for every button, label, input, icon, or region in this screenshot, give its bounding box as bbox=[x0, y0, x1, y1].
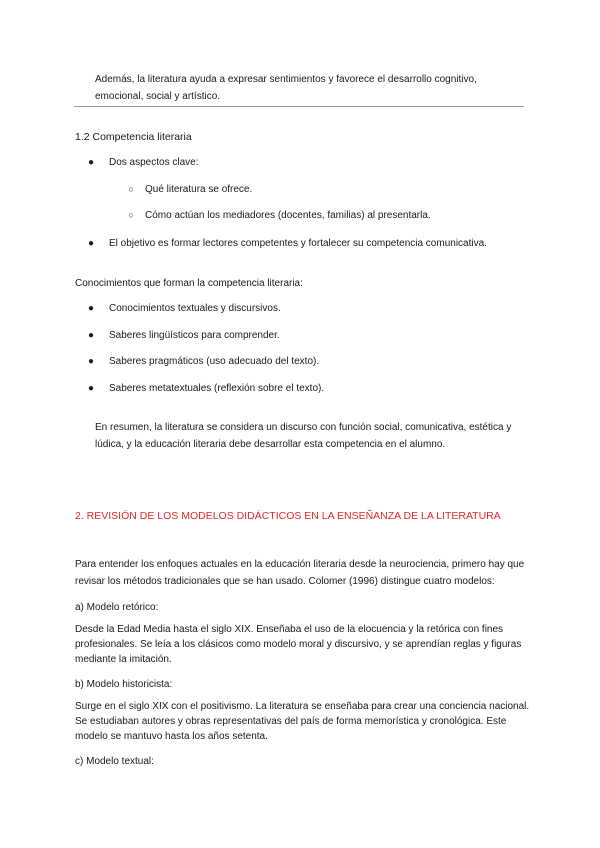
section-2-title: 2. REVISIÓN DE LOS MODELOS DIDÁCTICOS EN LA ENSEÑANZA DE LA LITERATURA bbox=[75, 510, 501, 522]
sub-list-item: Qué literatura se ofrece. bbox=[145, 184, 253, 195]
bullet-dot-icon: ● bbox=[87, 383, 95, 394]
intro-paragraph: Además, la literatura ayuda a expresar sentimientos y favorece el desarrollo cognitivo, emocional, social y artístico. bbox=[95, 74, 477, 102]
summary-paragraph: En resumen, la literatura se considera un discurso con función social, comunicativa, estética y lúdica, y la educación literaria debe desarrollar esta competencia en el alumno. bbox=[95, 422, 512, 450]
knowledge-heading: Conocimientos que forman la competencia literaria: bbox=[75, 278, 303, 289]
hollow-bullet-icon: ○ bbox=[128, 184, 134, 194]
list-item: El objetivo es formar lectores competentes y fortalecer su competencia comunicativa. bbox=[109, 238, 487, 249]
bullet-dot-icon: ● bbox=[87, 303, 95, 314]
model-heading: b) Modelo historicista: bbox=[75, 679, 173, 690]
list-item: Saberes metatextuales (reflexión sobre el texto). bbox=[109, 383, 325, 394]
model-body: Desde la Edad Media hasta el siglo XIX. Enseñaba el uso de la elocuencia y la retórica con fines profesionales. Se leía a los clásicos como modelo moral y discursivo, y se aprendían reglas y figuras mediante la imitación. bbox=[75, 624, 522, 665]
section-2-intro: Para entender los enfoques actuales en la educación literaria desde la neurociencia, primero hay que revisar los métodos tradicionales que se han usado. Colomer (1996) distingue cuatro modelos: bbox=[75, 559, 525, 587]
model-heading: c) Modelo textual: bbox=[75, 756, 154, 767]
bullet-dot-icon: ● bbox=[87, 330, 95, 341]
bullet-dot-icon: ● bbox=[87, 356, 95, 367]
sub-list-item: Cómo actúan los mediadores (docentes, familias) al presentarla. bbox=[145, 210, 431, 221]
list-item: Saberes lingüísticos para comprender. bbox=[109, 330, 280, 341]
horizontal-divider bbox=[74, 106, 524, 107]
bullet-dot-icon: ● bbox=[87, 238, 95, 249]
list-item: Saberes pragmáticos (uso adecuado del texto). bbox=[109, 356, 320, 367]
list-item: Dos aspectos clave: bbox=[109, 157, 199, 168]
model-body: Surge en el siglo XIX con el positivismo. La literatura se enseñaba para crear una conciencia nacional. Se estudiaban autores y obras representativas del país de forma memorística y cronológica. Este modelo se mantuvo hasta los años setenta. bbox=[75, 701, 530, 742]
list-item: Conocimientos textuales y discursivos. bbox=[109, 303, 281, 314]
bullet-dot-icon: ● bbox=[87, 157, 95, 168]
hollow-bullet-icon: ○ bbox=[128, 210, 134, 220]
model-heading: a) Modelo retórico: bbox=[75, 602, 159, 613]
section-1-2-title: 1.2 Competencia literaria bbox=[75, 131, 192, 143]
